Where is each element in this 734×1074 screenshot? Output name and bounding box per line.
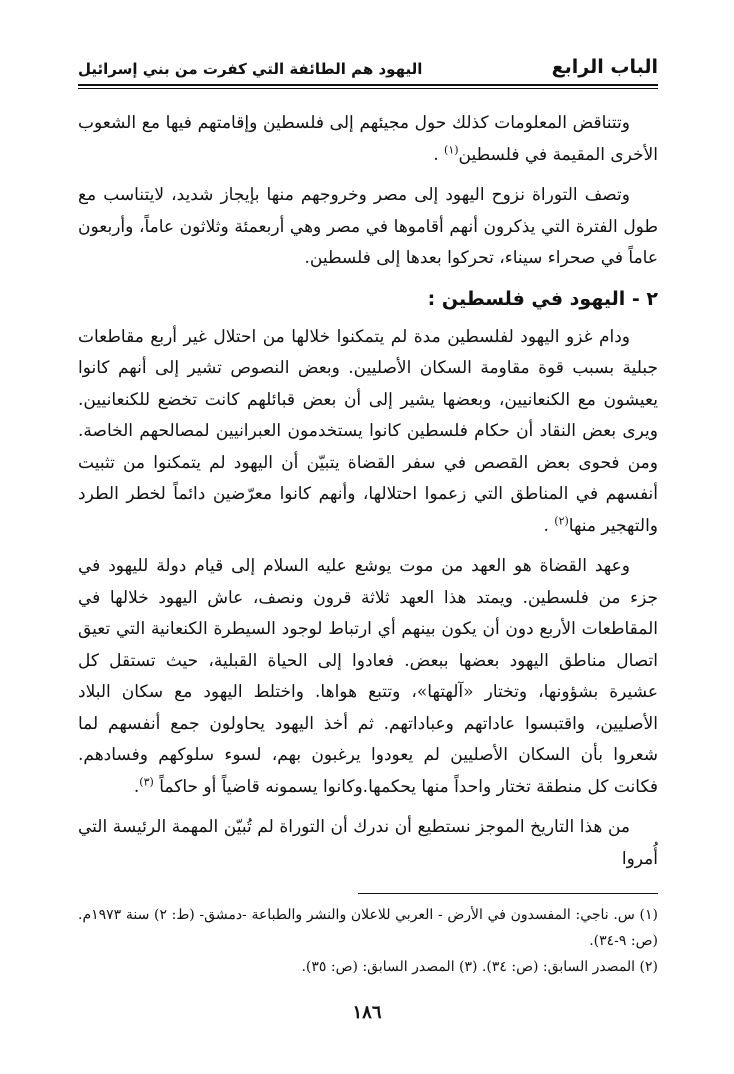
page-number: ١٨٦ bbox=[352, 1002, 382, 1023]
paragraph-end: . bbox=[433, 144, 439, 165]
footnote-ref[interactable]: (٢) bbox=[554, 513, 569, 527]
paragraph bbox=[78, 108, 658, 171]
paragraph: وتصف التوراة نزوح اليهود إلى مصر وخروجهم منها بإيجاز شديد، لايتناسب مع طول الفترة التي يذكرون أنهم أقاموها في مصر وهي أربعمئة وثلاثون عاماً، وأربعون عاماً في صحراء سيناء، تحركوا بعدها إلى فلسطين. bbox=[78, 185, 658, 268]
chapter-title: الباب الرابع bbox=[551, 56, 658, 78]
paragraph-end: . bbox=[543, 515, 549, 536]
paragraph-text: وعهد القضاة هو العهد من موت يوشع عليه السلام إلى قيام دولة لليهود في جزء من فلسطين. ويمتد هذا العهد ثلاثة قرون ونصف، عاش اليهود خلالها في المقاطعات الأربع دون أن يكون بينهم أي ارتباط لوجود السيطرة الكنعانية التي تعيق اتصال مناطق اليهود بعضها ببعض. فعادوا إلى الحياة القبلية، حيث تستقل كل عشيرة بشؤونها، وتختار «آلهتها»، وتتبع هواها. واختلط اليهود مع سكان البلاد الأصليين، واقتبسوا عاداتهم وعباداتهم. ثم أخذ اليهود يحاولون جمع أنفسهم لما شعروا بأن السكان الأصليين لم يعودوا يرغبون بهم، لسوء سلوكهم وفسادهم. فكانت كل منطقة تختار واحداً منها يحكمها.وكانوا يسمونه قاضياً أو حاكماً bbox=[78, 556, 658, 797]
section-heading: ٢ - اليهود في فلسطين : bbox=[427, 287, 658, 310]
paragraph: من هذا التاريخ الموجز نستطيع أن ندرك أن التوراة لم تُبيّن المهمة الرئيسة التي أُمروا bbox=[78, 817, 658, 869]
footnotes bbox=[78, 902, 658, 980]
header-divider bbox=[78, 84, 658, 89]
paragraph-end: . bbox=[133, 776, 140, 797]
paragraph bbox=[78, 322, 658, 543]
footnote-ref[interactable]: (١) bbox=[444, 142, 459, 156]
body-text bbox=[78, 108, 658, 884]
running-topic: اليهود هم الطائفة التي كفرت من بني إسرائيل bbox=[78, 60, 423, 78]
footnote-ref[interactable]: (٣) bbox=[139, 774, 154, 788]
paragraph-text: ودام غزو اليهود لفلسطين مدة لم يتمكنوا خلالها من احتلال غير أربع مقاطعات جبلية بسبب قوة مقاومة السكان الأصليين. وبعض النصوص تشير إلى أنهم كانوا يعيشون مع الكنعانيين، وبعضها يشير إلى أن بعض قبائلهم كانت تخضع للكنعانيين. ويرى بعض النقاد أن حكام فلسطين كانوا يستخدمون العبرانيين لمصالحهم الخاصة. ومن فحوى بعض القصص في سفر القضاة يتبيّن أن اليهود لم يتمكنوا من تثبيت أنفسهم في المناطق التي زعموا احتلالها، وأنهم كانوا معرّضين دائماً لخطر الطرد والتهجير منها bbox=[78, 326, 658, 536]
paragraph bbox=[78, 551, 658, 803]
paragraph-text: وتتناقض المعلومات كذلك حول مجيئهم إلى فلسطين وإقامتهم فيها مع الشعوب الأخرى المقيمة في فلسطين bbox=[78, 113, 658, 165]
running-header bbox=[78, 48, 658, 78]
footnote-divider bbox=[358, 893, 658, 894]
footnote: (١) س. ناجي: المفسدون في الأرض - العربي للاعلان والنشر والطباعة -دمشق- (ط: ٢) سنة ١٩٧٣م. (ص: ٩-٣٤). bbox=[78, 907, 658, 949]
footnote: (٢) المصدر السابق: (ص: ٣٤). (٣) المصدر السابق: (ص: ٣٥). bbox=[301, 959, 658, 975]
